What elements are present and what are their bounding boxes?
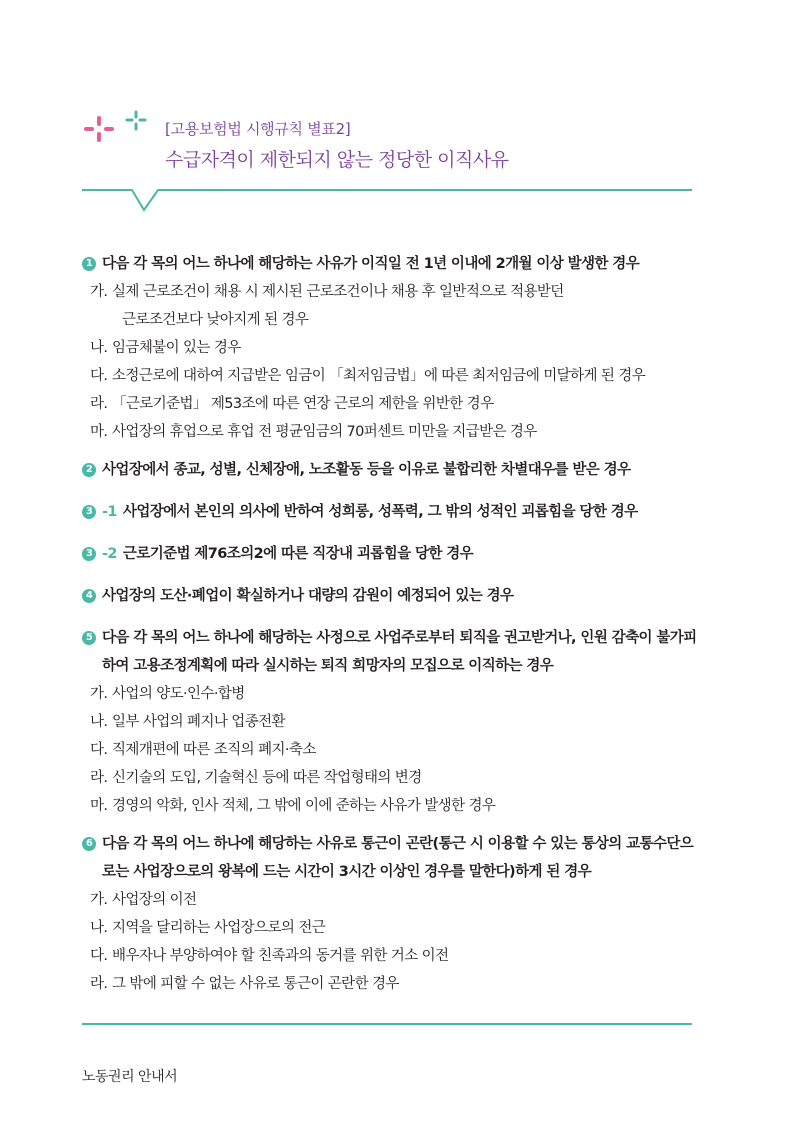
reason-heading-text: 다음 각 목의 어느 하나에 해당하는 사유로 통근이 곤란(통근 시 이용할 수 있는 통상의 교통수단으로는 사업장으로의 왕복에 드는 시간이 3시간 이상인 경우를 말한다)하게 된 경우	[102, 836, 694, 880]
number-badge-icon: 1	[82, 257, 96, 271]
reason-heading	[82, 540, 702, 568]
sub-item	[90, 736, 702, 764]
number-suffix: -1	[102, 504, 117, 520]
sub-item-text: 사업장의 휴업으로 휴업 전 평균임금의 70퍼센트 미만을 지급받은 경우	[112, 424, 537, 440]
sub-item	[90, 334, 702, 362]
number-badge-icon: 6	[82, 837, 96, 851]
sub-item-text: 지역을 달리하는 사업장으로의 전근	[112, 920, 326, 936]
reason-heading	[82, 456, 702, 484]
reason-heading	[82, 624, 702, 680]
sub-item-marker: 마.	[90, 798, 108, 814]
reason-heading-text: 사업장에서 종교, 성별, 신체장애, 노조활동 등을 이유로 불합리한 차별대우를 받은 경우	[102, 462, 631, 478]
sparkle-decoration-icon	[82, 110, 162, 150]
number-badge-icon: 5	[82, 631, 96, 645]
sub-item-text: 실제 근로조건이 채용 시 제시된 근로조건이나 채용 후 일반적으로 적용받던	[112, 284, 564, 300]
sub-item	[90, 792, 702, 820]
number-badge-icon: 3	[82, 547, 96, 561]
sub-item-text: 임금체불이 있는 경우	[112, 340, 241, 356]
sub-item-text: 경영의 악화, 인사 적체, 그 밖에 이에 준하는 사유가 발생한 경우	[112, 798, 496, 814]
sub-item	[90, 764, 702, 792]
sub-item-marker: 가.	[90, 284, 108, 300]
sub-item-marker: 나.	[90, 714, 108, 730]
sub-item-marker: 라.	[90, 396, 108, 412]
sub-item-list	[82, 680, 702, 820]
sub-item-list	[82, 278, 702, 446]
reason-item	[82, 540, 702, 568]
sub-item-marker: 다.	[90, 742, 108, 758]
number-badge-icon: 2	[82, 463, 96, 477]
header-subtitle: [고용보험법 시행규칙 별표2]	[165, 120, 351, 138]
sub-item	[90, 942, 702, 970]
sub-item-marker: 가.	[90, 686, 108, 702]
sub-item-text: 소정근로에 대하여 지급받은 임금이 「최저임금법」에 따른 최저임금에 미달하게 된 경우	[112, 368, 646, 384]
reason-item	[82, 582, 702, 610]
sub-item	[90, 390, 702, 418]
sub-item-marker: 다.	[90, 368, 108, 384]
sub-item-text: 배우자나 부양하여야 할 친족과의 동거를 위한 거소 이전	[112, 948, 449, 964]
reason-heading-text: 사업장에서 본인의 의사에 반하여 성희롱, 성폭력, 그 밖의 성적인 괴롭힘을 당한 경우	[122, 504, 638, 520]
number-badge-icon: 3	[82, 505, 96, 519]
reason-heading-text: 사업장의 도산·폐업이 확실하거나 대량의 감원이 예정되어 있는 경우	[102, 588, 514, 604]
reason-heading	[82, 498, 702, 526]
sub-item-marker: 다.	[90, 948, 108, 964]
reason-heading-text: 근로기준법 제76조의2에 따른 직장내 괴롭힘을 당한 경우	[122, 546, 474, 562]
sub-item-text: 「근로기준법」 제53조에 따른 연장 근로의 제한을 위반한 경우	[112, 396, 494, 412]
reason-heading	[82, 830, 702, 886]
sub-item-marker: 마.	[90, 424, 108, 440]
sub-item	[90, 970, 702, 998]
sub-item-text: 신기술의 도입, 기술혁신 등에 따른 작업형태의 변경	[112, 770, 422, 786]
sub-item-text: 사업장의 이전	[112, 892, 197, 908]
footer-title: 노동권리 안내서	[82, 1069, 178, 1085]
number-suffix: -2	[102, 546, 117, 562]
speech-bubble-divider	[82, 180, 692, 216]
reason-item	[82, 250, 702, 446]
bottom-divider	[82, 1023, 692, 1025]
sub-item	[90, 362, 702, 390]
sub-item-marker: 라.	[90, 976, 108, 992]
reason-heading	[82, 250, 702, 278]
sub-item	[90, 914, 702, 942]
reason-heading	[82, 582, 702, 610]
reason-heading-text: 다음 각 목의 어느 하나에 해당하는 사정으로 사업주로부터 퇴직을 권고받거나, 인원 감축이 불가피하여 고용조정계획에 따라 실시하는 퇴직 희망자의 모집으로 이직하는 경우	[102, 630, 697, 674]
sub-item	[90, 680, 702, 708]
sub-item	[90, 708, 702, 736]
sub-item-marker: 나.	[90, 340, 108, 356]
reason-list	[82, 250, 702, 1008]
sub-item	[90, 418, 702, 446]
sub-item-text: 사업의 양도·인수·합병	[112, 686, 245, 702]
number-badge-icon: 4	[82, 589, 96, 603]
sub-item-marker: 라.	[90, 770, 108, 786]
sub-item-continuation: 근로조건보다 낮아지게 된 경우	[122, 312, 309, 328]
reason-item	[82, 830, 702, 998]
sub-item-list	[82, 886, 702, 998]
reason-item	[82, 624, 702, 820]
sub-item-text: 일부 사업의 폐지나 업종전환	[112, 714, 285, 730]
sub-item	[90, 278, 702, 334]
sub-item-text: 직제개편에 따른 조직의 폐지·축소	[112, 742, 316, 758]
page-title: 수급자격이 제한되지 않는 정당한 이직사유	[165, 149, 509, 171]
sub-item-text: 그 밖에 피할 수 없는 사유로 통근이 곤란한 경우	[112, 976, 399, 992]
sub-item-marker: 가.	[90, 892, 108, 908]
reason-item	[82, 456, 702, 484]
reason-item	[82, 498, 702, 526]
reason-heading-text: 다음 각 목의 어느 하나에 해당하는 사유가 이직일 전 1년 이내에 2개월 이상 발생한 경우	[102, 256, 640, 272]
sub-item-marker: 나.	[90, 920, 108, 936]
sub-item	[90, 886, 702, 914]
